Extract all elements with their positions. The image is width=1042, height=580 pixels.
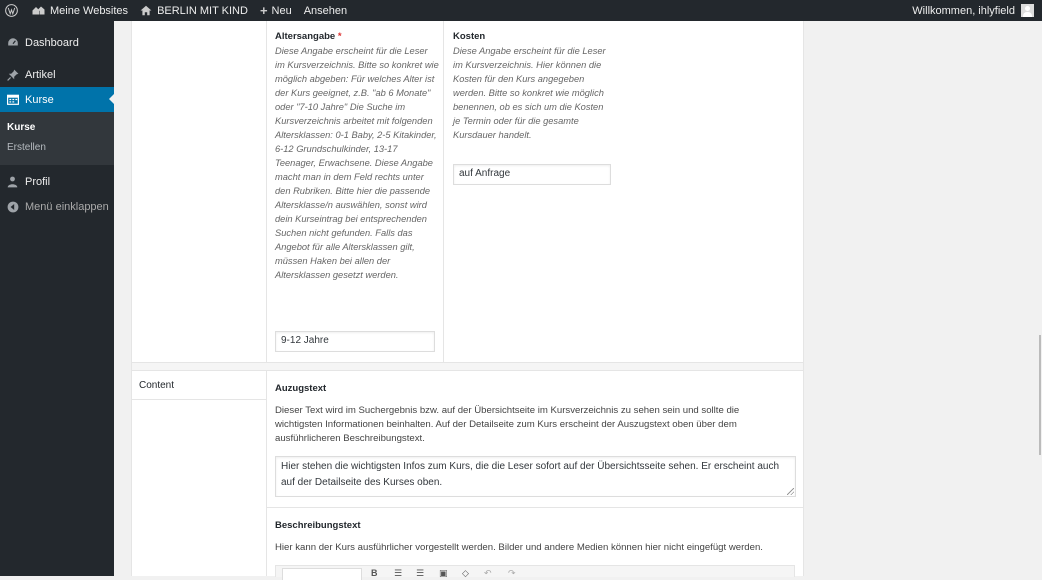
- auszugstext-label: Auzugstext: [275, 383, 327, 394]
- kosten-label: Kosten: [453, 31, 486, 42]
- dashboard-icon: [6, 36, 19, 49]
- submenu-item-erstellen[interactable]: Erstellen: [7, 142, 46, 153]
- altersangabe-input[interactable]: 9-12 Jahre: [275, 331, 435, 352]
- section-divider: [132, 362, 803, 371]
- view-link[interactable]: [298, 0, 353, 21]
- field-altersangabe: [275, 31, 440, 282]
- collapse-label: Menü einklappen: [25, 200, 109, 213]
- auszugstext-description: Dieser Text wird im Suchergebnis bzw. auf der Übersichtseite im Kursverzeichnis zu sehen sein und sollte die wichtigsten Informationen beinhalten. Auf der Detailseite zum Kurs erscheint der Auszugstext oben über dem ausführlicheren Beschreibungstext.: [275, 405, 740, 444]
- column-divider: [443, 21, 444, 362]
- sidebar-item-kurse[interactable]: [0, 87, 114, 112]
- bullet-list-icon[interactable]: ☰: [394, 568, 403, 578]
- bold-icon[interactable]: B: [371, 568, 378, 578]
- avatar: [1021, 4, 1034, 17]
- admin-bar: [0, 0, 1042, 21]
- welcome-label: Willkommen, ihlyfield: [912, 4, 1015, 17]
- kosten-input[interactable]: auf Anfrage: [453, 164, 611, 185]
- sidebar-item-label: Kurse: [25, 93, 54, 106]
- sidebar-item-dashboard[interactable]: [0, 30, 114, 55]
- altersangabe-label: Altersangabe: [275, 31, 336, 42]
- redo-icon[interactable]: ↷: [508, 568, 516, 578]
- my-sites-menu[interactable]: [26, 0, 134, 21]
- format-select[interactable]: [282, 568, 362, 580]
- sidebar-item-label: Profil: [25, 175, 51, 188]
- calendar-icon: [6, 93, 19, 106]
- kosten-description: Diese Angabe erscheint für die Leser im Kursverzeichnis. Hier können die Kosten für den Kurs angegeben werden. Bitte so konkret wie möglich benennen, ob es sich um die Kosten je Termin oder für die gesamte Kursdauer handelt.: [453, 46, 606, 140]
- editor-toolbar: [275, 565, 795, 577]
- field-separator: [267, 507, 803, 508]
- my-sites-icon: [32, 5, 45, 16]
- beschreibungstext-label: Beschreibungstext: [275, 520, 361, 531]
- field-label: [275, 31, 440, 42]
- sidebar-item-label: Artikel: [25, 68, 56, 81]
- altersangabe-description: Diese Angabe erscheint für die Leser im Kursverzeichnis. Bitte so konkret wie möglich abgeben: Für welches Alter ist der Kurs geeignet, z.B. "ab 6 Monate" oder "7-10 Jahre" Die Suche im Kursverzeichnis arbeitet mit folgenden Altersklassen: 0-1 Baby, 2-5 Kitakinder, 6-12 Grundschulkinder, 13-17 Teenager, Erwachsene. Diese Angabe macht man in dem Feld rechts unter den Rubriken. Bitte hier die passende Altersklasse/n auswählen, sonst wird dein Kurseintrag bei entsprechenden Suchen nicht gefunden. Falls das Angebot für alle Altersklassen gilt, müssen Haken bei allen der Altersklassen gesetzt werden.: [275, 46, 439, 280]
- account-menu[interactable]: [906, 0, 1042, 21]
- scrollbar[interactable]: [1039, 335, 1041, 455]
- tab-content[interactable]: Content: [132, 371, 267, 400]
- new-content-menu[interactable]: [254, 0, 298, 21]
- numbered-list-icon[interactable]: ☰: [416, 568, 425, 578]
- collapse-menu-button[interactable]: [0, 194, 114, 219]
- edit-form: [131, 21, 804, 576]
- my-sites-label: Meine Websites: [50, 4, 129, 17]
- field-kosten: [453, 31, 613, 142]
- pin-icon: [6, 68, 19, 81]
- view-label: Ansehen: [303, 4, 348, 17]
- clear-format-icon[interactable]: ◇: [462, 568, 469, 578]
- sidebar-item-artikel[interactable]: [0, 62, 114, 87]
- submenu-item-kurse[interactable]: Kurse: [7, 122, 36, 133]
- auszugstext-textarea[interactable]: [275, 456, 796, 497]
- admin-sidebar: [0, 21, 114, 576]
- site-name-menu[interactable]: [134, 0, 254, 21]
- home-icon: [140, 5, 152, 16]
- undo-icon[interactable]: ↶: [484, 568, 492, 578]
- fields-label-column: [132, 21, 267, 362]
- resize-handle[interactable]: [787, 488, 794, 495]
- site-name-label: BERLIN MIT KIND: [157, 4, 248, 17]
- sidebar-item-label: Dashboard: [25, 36, 79, 49]
- paste-icon[interactable]: ▣: [439, 568, 448, 578]
- beschreibungstext-description: Hier kann der Kurs ausführlicher vorgestellt werden. Bilder und andere Medien können hier nicht eingefügt werden.: [275, 542, 763, 553]
- wordpress-logo-icon[interactable]: [0, 0, 26, 21]
- content-label-column: [132, 371, 267, 576]
- new-label: Neu: [271, 4, 292, 17]
- sidebar-item-profil[interactable]: [0, 169, 114, 194]
- kurse-submenu: [0, 112, 114, 165]
- auszugstext-value: Hier stehen die wichtigsten Infos zum Kurs, die die Leser sofort auf der Übersichtsseite sehen. Er erscheint auch auf der Detailseite des Kurses oben.: [281, 461, 780, 488]
- user-icon: [6, 175, 19, 188]
- plus-icon: +: [259, 3, 268, 18]
- collapse-arrow-icon: [6, 200, 19, 213]
- required-marker: *: [337, 31, 342, 42]
